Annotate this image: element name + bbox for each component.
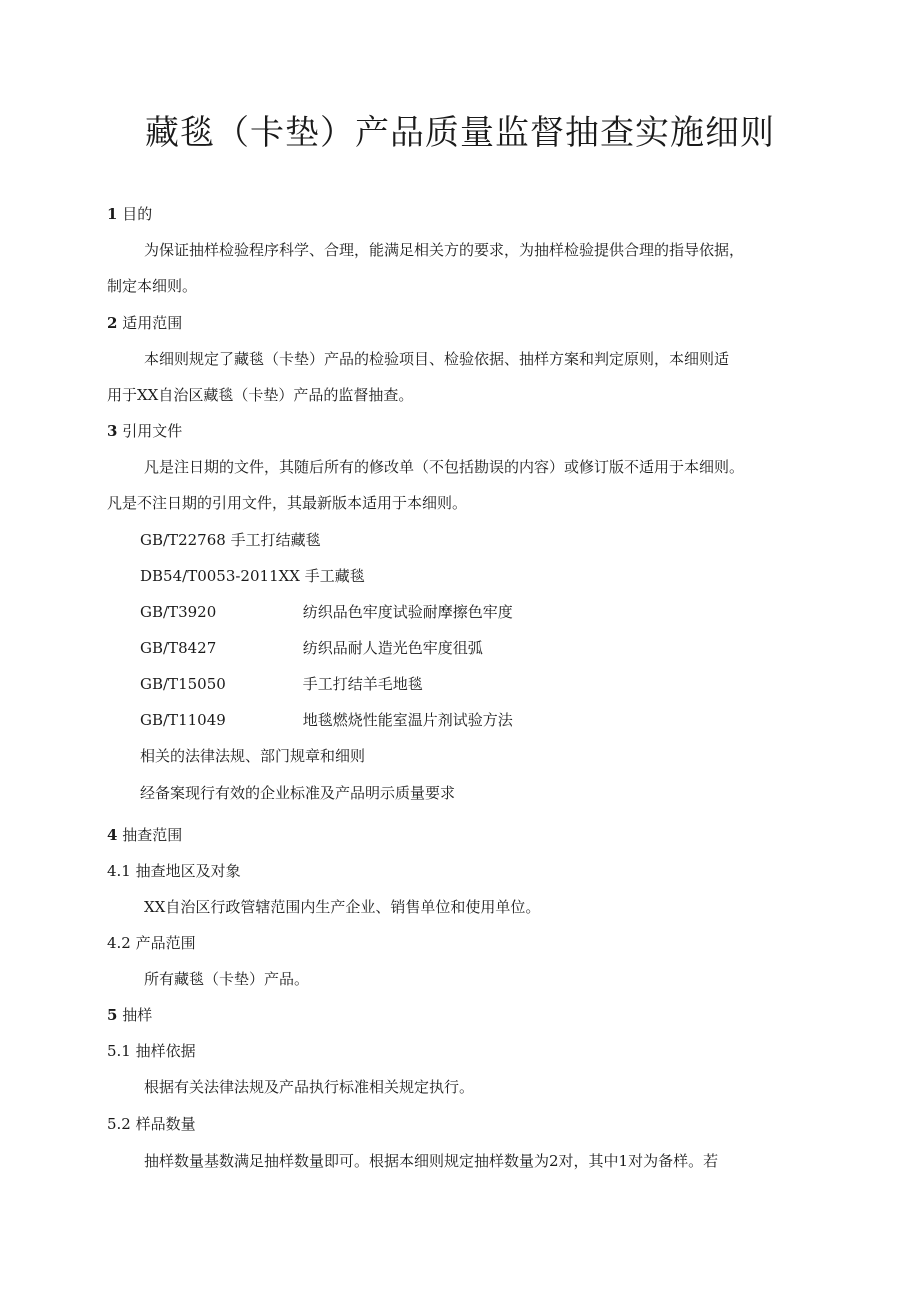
paragraph-line: XX自治区行政管辖范围内生产企业、销售单位和使用单位。 [144,898,541,916]
section-number: 3 [107,422,118,440]
reference-code: GB/T11049 [140,711,226,729]
paragraph-line: 凡是注日期的文件，其随后所有的修改单（不包括勘误的内容）或修订版不适用于本细则。 [144,458,745,476]
paragraph-line: 为保证抽样检验程序科学、合理，能满足相关方的要求，为抽样检验提供合理的指导依据， [144,241,745,259]
reference-item [140,709,513,731]
subsection-number: 5.2 [107,1115,131,1133]
reference-name: 地毯燃烧性能室温片剂试验方法 [302,711,513,729]
reference-name: 手工打结羊毛地毯 [302,675,423,693]
paragraph-line: 用于XX自治区藏毯（卡垫）产品的监督抽查。 [107,386,414,404]
document-title: 藏毯（卡垫）产品质量监督抽查实施细则 [145,113,775,153]
subsection-title: 产品范围 [135,934,196,952]
section-title: 目的 [122,205,153,223]
reference-code: DB54/T0053-2011XX [140,567,300,585]
reference-code: GB/T3920 [140,603,217,621]
subsection-heading [107,1040,196,1062]
reference-name: 纺织品耐人造光色牢度徂弧 [302,639,483,657]
section-title: 抽查范围 [122,826,183,844]
section-2-heading [107,312,182,334]
section-1-heading [107,203,152,225]
reference-code: GB/T22768 [140,531,226,549]
reference-item [140,673,423,695]
subsection-title: 抽样依据 [135,1042,196,1060]
reference-item [140,529,321,551]
reference-name: 纺织品色牢度试验耐摩擦色牢度 [302,603,513,621]
reference-name: 手工打结藏毯 [230,531,321,549]
section-title: 引用文件 [122,422,183,440]
subsection-heading [107,860,241,882]
reference-item: 相关的法律法规、部门规章和细则 [140,747,366,765]
paragraph-line: 制定本细则。 [107,277,198,295]
section-title: 适用范围 [122,314,183,332]
subsection-number: 4.1 [107,862,131,880]
section-number: 2 [107,314,118,332]
paragraph-line: 所有藏毯（卡垫）产品。 [144,970,310,988]
reference-code: GB/T15050 [140,675,226,693]
reference-code: GB/T8427 [140,639,217,657]
section-number: 1 [107,205,118,223]
reference-item [140,601,513,623]
subsection-number: 5.1 [107,1042,131,1060]
reference-item: 经备案现行有效的企业标准及产品明示质量要求 [140,784,456,802]
paragraph-line: 凡是不注日期的引用文件，其最新版本适用于本细则。 [107,494,468,512]
subsection-heading [107,932,196,954]
section-number: 4 [107,826,118,844]
paragraph-line: 抽样数量基数满足抽样数量即可。根据本细则规定抽样数量为2对，其中1对为备样。若 [144,1152,719,1170]
reference-item [140,565,365,587]
subsection-title: 样品数量 [135,1115,196,1133]
section-title: 抽样 [122,1006,153,1024]
paragraph-line: 根据有关法律法规及产品执行标准相关规定执行。 [144,1078,475,1096]
paragraph-line: 本细则规定了藏毯（卡垫）产品的检验项目、检验依据、抽样方案和判定原则，本细则适 [144,350,730,368]
section-5-heading [107,1004,152,1026]
subsection-heading [107,1113,196,1135]
subsection-number: 4.2 [107,934,131,952]
section-3-heading [107,420,182,442]
reference-item [140,637,483,659]
section-4-heading [107,824,182,846]
subsection-title: 抽查地区及对象 [135,862,241,880]
section-number: 5 [107,1006,118,1024]
reference-name: 手工藏毯 [304,567,365,585]
